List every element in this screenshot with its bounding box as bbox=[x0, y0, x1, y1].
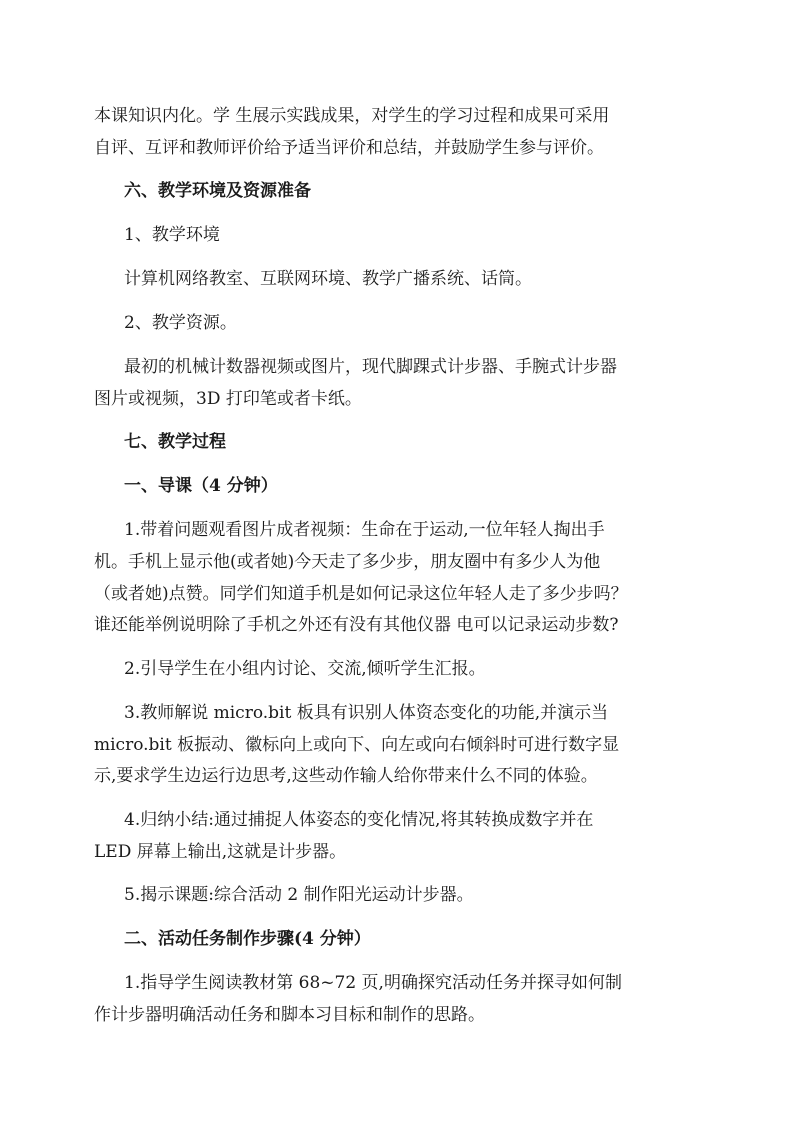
paragraph-line: 机。手机上显示他(或者她)今天走了多少步，朋友圈中有多少人为他 bbox=[94, 552, 601, 572]
paragraph-line: 2.引导学生在小组内讨论、交流,倾听学生汇报。 bbox=[124, 659, 486, 679]
paragraph-line: 3.教师解说 micro.bit 板具有识别人体资态变化的功能,并演示当 bbox=[124, 703, 609, 723]
paragraph-line: 图片或视频，3D 打印笔或者卡纸。 bbox=[94, 389, 362, 409]
paragraph-line: 本课知识内化。学 生展示实践成果，对学生的学习过程和成果可采用 bbox=[94, 106, 610, 126]
paragraph-line: LED 屏幕上输出,这就是计步器。 bbox=[94, 842, 347, 862]
paragraph-line: 示,要求学生边运行边思考,这些动作输人给你带来什么不同的体验。 bbox=[94, 766, 598, 786]
paragraph-line: 5.揭示课题:综合活动 2 制作阳光运动计步器。 bbox=[124, 885, 474, 905]
paragraph-line: 谁还能举例说明除了手机之外还有没有其他仪器 电可以记录运动步数? bbox=[94, 615, 619, 635]
paragraph-line: 4.归纳小结:通过捕捉人体姿态的变化情况,将其转换成数字并在 bbox=[124, 810, 594, 830]
section-heading-seven: 七、教学过程 bbox=[124, 432, 226, 452]
paragraph-line: 计算机网络教室、互联网环境、教学广播系统、话筒。 bbox=[124, 269, 532, 289]
section-heading-activity-steps: 二、活动任务制作步骤(4 分钟） bbox=[124, 929, 371, 949]
paragraph-line: （或者她)点赞。同学们知道手机是如何记录这位年轻人走了多少步吗？ bbox=[94, 584, 628, 604]
section-heading-six: 六、教学环境及资源准备 bbox=[124, 181, 311, 201]
paragraph-line: 最初的机械计数器视频或图片，现代脚踝式计步器、手腕式计步器 bbox=[124, 357, 617, 377]
paragraph-line: 1.指导学生阅读教材第 68~72 页,明确探究活动任务并探寻如何制 bbox=[124, 973, 622, 993]
paragraph-line: 1.带着问题观看图片成者视频：生命在于运动,一位年轻人掏出手 bbox=[124, 520, 605, 540]
section-heading-intro: 一、导课（4 分钟） bbox=[124, 476, 278, 496]
subheading-teaching-resources: 2、教学资源。 bbox=[124, 313, 237, 333]
subheading-teaching-environment: 1、教学环境 bbox=[124, 225, 220, 245]
paragraph-line: 作计步器明确活动任务和脚本习目标和制作的思路。 bbox=[94, 1005, 485, 1025]
paragraph-line: micro.bit 板振动、徽标向上或向下、向左或向右倾斜时可进行数字显 bbox=[94, 735, 620, 755]
paragraph-line: 自评、互评和教师评价给予适当评价和总结，并鼓励学生参与评价。 bbox=[94, 138, 604, 158]
